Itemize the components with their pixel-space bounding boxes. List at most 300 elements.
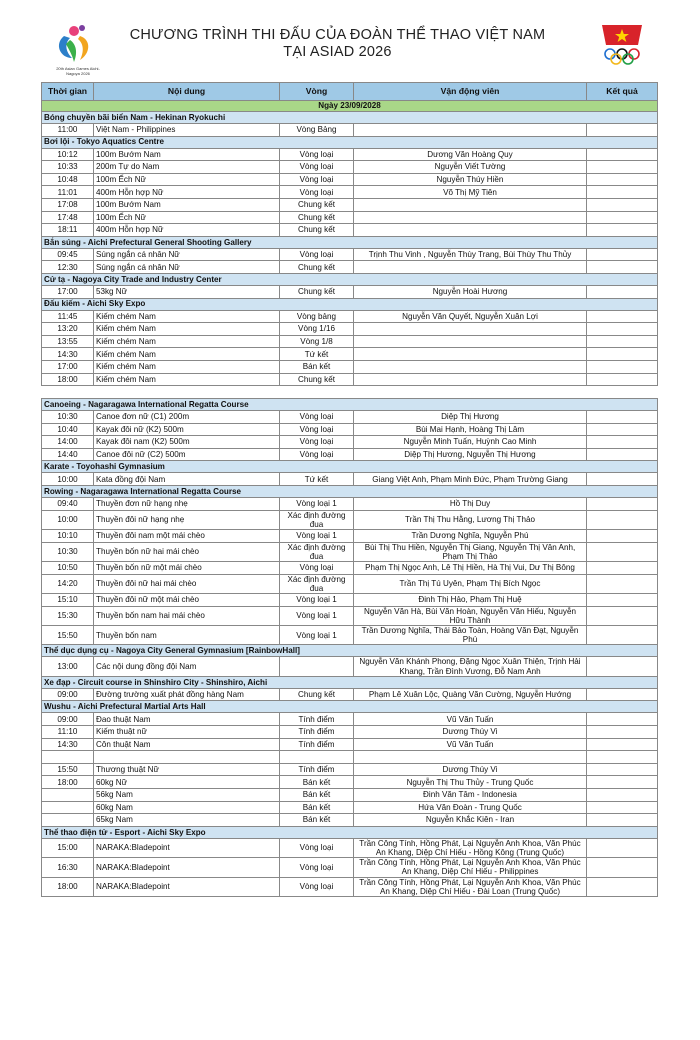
athletes-cell — [354, 751, 587, 764]
round-cell: Chung kết — [280, 211, 354, 224]
time-cell: 17:08 — [42, 198, 94, 211]
result-cell — [587, 657, 658, 676]
sport-section-title: Rowing - Nagaragawa International Regatta Course — [42, 486, 658, 498]
asian-games-logo — [52, 22, 102, 80]
athletes-cell: Nguyễn Văn Hà, Bùi Văn Hoàn, Nguyễn Văn Hiếu, Nguyễn Hữu Thành — [354, 606, 587, 625]
date-label: Ngày 23/09/2028 — [42, 101, 658, 112]
athletes-cell: Diệp Thị Hương — [354, 411, 587, 424]
event-cell: Thuyền đơn nữ hạng nhẹ — [94, 498, 280, 511]
result-cell — [587, 498, 658, 511]
event-cell: Kiếm chém Nam — [94, 310, 280, 323]
event-cell: 100m Ếch Nữ — [94, 173, 280, 186]
event-cell: Súng ngắn cá nhân Nữ — [94, 261, 280, 274]
time-cell — [42, 814, 94, 827]
result-cell — [587, 173, 658, 186]
sport-section-title: Canoeing - Nagaragawa International Regatta Course — [42, 399, 658, 411]
asian-games-logo-caption: 20th Asian Games Aichi-Nagoya 2026 — [56, 66, 100, 76]
event-cell: Thuyền bốn nữ hai mái chèo — [94, 542, 280, 561]
result-cell — [587, 814, 658, 827]
result-cell — [587, 285, 658, 298]
time-cell: 09:45 — [42, 248, 94, 261]
event-cell: 100m Bướm Nam — [94, 198, 280, 211]
athletes-cell: Dương Văn Hoàng Quy — [354, 148, 587, 161]
table-row — [42, 473, 658, 486]
sport-section-title: Xe đạp - Circuit course in Shinshiro City - Shinshiro, Aichi — [42, 676, 658, 688]
column-header-athletes: Vận động viên — [354, 83, 587, 101]
sport-section-title: Cử tạ - Nagoya City Trade and Industry Center — [42, 273, 658, 285]
round-cell: Tính điểm — [280, 763, 354, 776]
athletes-cell: Đinh Văn Tâm - Indonesia — [354, 789, 587, 802]
round-cell: Bán kết — [280, 814, 354, 827]
round-cell: Vòng 1/16 — [280, 323, 354, 336]
result-cell — [587, 448, 658, 461]
time-cell: 13:55 — [42, 335, 94, 348]
time-cell: 15:50 — [42, 626, 94, 645]
round-cell: Chung kết — [280, 224, 354, 237]
athletes-cell: Trần Công Tính, Hồng Phát, Lại Nguyễn Anh Khoa, Văn Phúc An Khang, Diệp Chí Hiếu - Hồng Kông (Trung Quốc) — [354, 838, 587, 857]
table-row — [42, 360, 658, 373]
event-cell: 100m Bướm Nam — [94, 148, 280, 161]
table-row — [42, 498, 658, 511]
event-cell: NARAKA:Bladepoint — [94, 838, 280, 857]
table-row — [42, 348, 658, 361]
result-cell — [587, 751, 658, 764]
sport-section-title: Thể dục dụng cụ - Nagoya City General Gymnasium [RainbowHall] — [42, 645, 658, 657]
schedule-body — [42, 101, 658, 897]
time-cell: 10:48 — [42, 173, 94, 186]
time-cell: 11:01 — [42, 186, 94, 199]
spacer-cell — [42, 386, 658, 399]
round-cell: Chung kết — [280, 373, 354, 386]
table-header-row — [42, 83, 658, 101]
round-cell: Bán kết — [280, 360, 354, 373]
event-cell: Kata đồng đội Nam — [94, 473, 280, 486]
table-row — [42, 838, 658, 857]
schedule-table — [41, 82, 658, 897]
time-cell: 11:10 — [42, 726, 94, 739]
event-cell: Đường trường xuất phát đồng hàng Nam — [94, 688, 280, 701]
round-cell: Xác định đường đua — [280, 574, 354, 593]
table-row — [42, 877, 658, 896]
athletes-cell: Nguyễn Thúy Hiền — [354, 173, 587, 186]
time-cell: 09:00 — [42, 688, 94, 701]
time-cell: 10:10 — [42, 530, 94, 543]
athletes-cell: Dương Thúy Vi — [354, 763, 587, 776]
event-cell: Thuyền đôi nữ hạng nhẹ — [94, 510, 280, 529]
sport-section-header — [42, 486, 658, 498]
result-cell — [587, 738, 658, 751]
table-row — [42, 763, 658, 776]
event-cell: NARAKA:Bladepoint — [94, 858, 280, 877]
result-cell — [587, 186, 658, 199]
sport-section-title: Đấu kiếm - Aichi Sky Expo — [42, 298, 658, 310]
section-spacer — [42, 386, 658, 399]
event-cell: 56kg Nam — [94, 789, 280, 802]
event-cell: NARAKA:Bladepoint — [94, 877, 280, 896]
sport-section-title: Bơi lội - Tokyo Aquatics Centre — [42, 136, 658, 148]
table-row — [42, 738, 658, 751]
sport-section-header — [42, 645, 658, 657]
table-row — [42, 186, 658, 199]
athletes-cell — [354, 211, 587, 224]
event-cell: Kiếm chém Nam — [94, 323, 280, 336]
time-cell: 15:00 — [42, 838, 94, 857]
time-cell: 10:40 — [42, 423, 94, 436]
time-cell: 15:30 — [42, 606, 94, 625]
time-cell: 09:00 — [42, 713, 94, 726]
time-cell — [42, 751, 94, 764]
table-row — [42, 713, 658, 726]
athletes-cell: Trần Dương Nghĩa, Thái Bảo Toàn, Hoàng Văn Đạt, Nguyễn Phú — [354, 626, 587, 645]
athletes-cell: Nguyễn Văn Quyết, Nguyễn Xuân Lợi — [354, 310, 587, 323]
result-cell — [587, 789, 658, 802]
time-cell: 11:45 — [42, 310, 94, 323]
athletes-cell: Trịnh Thu Vinh , Nguyễn Thùy Trang, Bùi Thùy Thu Thủy — [354, 248, 587, 261]
round-cell: Vòng loại — [280, 423, 354, 436]
athletes-cell: Trần Thị Thu Hằng, Lương Thị Thảo — [354, 510, 587, 529]
result-cell — [587, 348, 658, 361]
result-cell — [587, 360, 658, 373]
round-cell: Bán kết — [280, 776, 354, 789]
event-cell: Thuyền đôi nữ một mái chèo — [94, 594, 280, 607]
time-cell: 14:30 — [42, 738, 94, 751]
table-row — [42, 411, 658, 424]
time-cell — [42, 789, 94, 802]
result-cell — [587, 726, 658, 739]
athletes-cell: Vũ Văn Tuấn — [354, 713, 587, 726]
event-cell: Thuyền đôi nữ hai mái chèo — [94, 574, 280, 593]
result-cell — [587, 542, 658, 561]
sport-section-title: Wushu - Aichi Prefectural Martial Arts Hall — [42, 701, 658, 713]
result-cell — [587, 310, 658, 323]
athletes-cell: Nguyễn Thị Thu Thủy - Trung Quốc — [354, 776, 587, 789]
event-cell: Thuyền bốn nam hai mái chèo — [94, 606, 280, 625]
table-row — [42, 211, 658, 224]
result-cell — [587, 473, 658, 486]
time-cell: 10:50 — [42, 562, 94, 575]
sport-section-title: Bắn súng - Aichi Prefectural General Shooting Gallery — [42, 236, 658, 248]
table-row — [42, 751, 658, 764]
sport-section-header — [42, 298, 658, 310]
event-cell: 400m Hỗn hợp Nữ — [94, 224, 280, 237]
result-cell — [587, 161, 658, 174]
time-cell: 14:00 — [42, 436, 94, 449]
event-cell: 65kg Nam — [94, 814, 280, 827]
athletes-cell — [354, 124, 587, 137]
athletes-cell — [354, 335, 587, 348]
event-cell: Kiếm chém Nam — [94, 373, 280, 386]
round-cell: Bán kết — [280, 801, 354, 814]
column-header-round: Vòng — [280, 83, 354, 101]
event-cell: Thuyền bốn nam — [94, 626, 280, 645]
result-cell — [587, 148, 658, 161]
page-title — [100, 27, 575, 61]
table-row — [42, 285, 658, 298]
athletes-cell: Vũ Văn Tuấn — [354, 738, 587, 751]
round-cell: Vòng loại 1 — [280, 594, 354, 607]
athletes-cell: Giang Việt Anh, Phạm Minh Đức, Phạm Trường Giang — [354, 473, 587, 486]
athletes-cell: Nguyễn Viết Tường — [354, 161, 587, 174]
round-cell: Vòng loại — [280, 562, 354, 575]
athletes-cell: Phạm Thị Ngọc Anh, Lê Thị Hiền, Hà Thị Vui, Dư Thị Bông — [354, 562, 587, 575]
round-cell: Vòng loại — [280, 411, 354, 424]
time-cell: 14:30 — [42, 348, 94, 361]
round-cell: Chung kết — [280, 261, 354, 274]
athletes-cell — [354, 348, 587, 361]
round-cell: Vòng loại — [280, 186, 354, 199]
athletes-cell: Nguyễn Văn Khánh Phong, Đặng Ngọc Xuân Thiện, Trịnh Hải Khang, Trần Đình Vương, Đỗ Nam Anh — [354, 657, 587, 676]
time-cell: 10:30 — [42, 542, 94, 561]
round-cell: Bán kết — [280, 789, 354, 802]
table-row — [42, 148, 658, 161]
table-row — [42, 436, 658, 449]
athletes-cell: Trần Công Tính, Hồng Phát, Lại Nguyễn Anh Khoa, Văn Phúc An Khang, Diệp Chí Hiếu - Đài Loan (Trung Quốc) — [354, 877, 587, 896]
result-cell — [587, 877, 658, 896]
time-cell: 14:20 — [42, 574, 94, 593]
date-row — [42, 101, 658, 112]
table-row — [42, 510, 658, 529]
athletes-cell — [354, 224, 587, 237]
round-cell: Xác định đường đua — [280, 542, 354, 561]
sport-section-header — [42, 676, 658, 688]
sport-section-header — [42, 701, 658, 713]
column-header-event: Nội dung — [94, 83, 280, 101]
page-title-line1: CHƯƠNG TRÌNH THI ĐẤU CỦA ĐOÀN THỂ THAO VIỆT NAM — [129, 27, 546, 43]
time-cell: 18:00 — [42, 877, 94, 896]
time-cell: 15:50 — [42, 763, 94, 776]
time-cell: 14:40 — [42, 448, 94, 461]
round-cell: Vòng loại — [280, 436, 354, 449]
sport-section-header — [42, 273, 658, 285]
result-cell — [587, 594, 658, 607]
table-row — [42, 726, 658, 739]
athletes-cell: Trần Công Tính, Hồng Phát, Lại Nguyễn Anh Khoa, Văn Phúc An Khang, Diệp Chí Hiếu - Philippines — [354, 858, 587, 877]
result-cell — [587, 763, 658, 776]
table-row — [42, 161, 658, 174]
time-cell: 18:00 — [42, 373, 94, 386]
round-cell: Vòng loại — [280, 148, 354, 161]
result-cell — [587, 335, 658, 348]
result-cell — [587, 626, 658, 645]
result-cell — [587, 776, 658, 789]
round-cell: Xác định đường đua — [280, 510, 354, 529]
table-row — [42, 124, 658, 137]
sport-section-title: Thể thao điện tử - Esport - Aichi Sky Expo — [42, 826, 658, 838]
result-cell — [587, 574, 658, 593]
round-cell: Vòng loại 1 — [280, 626, 354, 645]
time-cell: 17:48 — [42, 211, 94, 224]
result-cell — [587, 261, 658, 274]
athletes-cell: Hồ Thị Duy — [354, 498, 587, 511]
round-cell: Tứ kết — [280, 473, 354, 486]
time-cell: 12:30 — [42, 261, 94, 274]
result-cell — [587, 411, 658, 424]
event-cell: Thuyền đôi nam một mái chèo — [94, 530, 280, 543]
sport-section-header — [42, 236, 658, 248]
time-cell: 10:30 — [42, 411, 94, 424]
round-cell: Chung kết — [280, 198, 354, 211]
event-cell — [94, 751, 280, 764]
event-cell: Kayak đôi nam (K2) 500m — [94, 436, 280, 449]
result-cell — [587, 224, 658, 237]
table-row — [42, 688, 658, 701]
table-row — [42, 801, 658, 814]
table-row — [42, 323, 658, 336]
result-cell — [587, 248, 658, 261]
result-cell — [587, 436, 658, 449]
event-cell: Các nội dung đồng đội Nam — [94, 657, 280, 676]
table-row — [42, 373, 658, 386]
event-cell: Kiếm chém Nam — [94, 360, 280, 373]
event-cell: 60kg Nam — [94, 801, 280, 814]
result-cell — [587, 530, 658, 543]
result-cell — [587, 838, 658, 857]
time-cell: 10:00 — [42, 510, 94, 529]
time-cell: 13:00 — [42, 657, 94, 676]
time-cell: 10:00 — [42, 473, 94, 486]
round-cell: Vòng 1/8 — [280, 335, 354, 348]
event-cell: Việt Nam - Philippines — [94, 124, 280, 137]
event-cell: Súng ngắn cá nhân Nữ — [94, 248, 280, 261]
event-cell: Kiếm thuật nữ — [94, 726, 280, 739]
round-cell: Vòng loại — [280, 858, 354, 877]
round-cell: Vòng loại — [280, 838, 354, 857]
sport-section-header — [42, 399, 658, 411]
result-cell — [587, 423, 658, 436]
olympic-committee-logo — [598, 23, 650, 71]
athletes-cell: Nguyễn Khắc Kiên - Iran — [354, 814, 587, 827]
round-cell — [280, 657, 354, 676]
athletes-cell — [354, 198, 587, 211]
round-cell: Vòng loại — [280, 248, 354, 261]
athletes-cell: Nguyễn Minh Tuấn, Huỳnh Cao Minh — [354, 436, 587, 449]
event-cell: Kayak đôi nữ (K2) 500m — [94, 423, 280, 436]
table-row — [42, 224, 658, 237]
time-cell: 18:00 — [42, 776, 94, 789]
round-cell: Vòng loại — [280, 161, 354, 174]
sport-section-header — [42, 461, 658, 473]
round-cell: Vòng Bảng — [280, 124, 354, 137]
round-cell: Chung kết — [280, 285, 354, 298]
round-cell — [280, 751, 354, 764]
result-cell — [587, 713, 658, 726]
event-cell: 200m Tự do Nam — [94, 161, 280, 174]
athletes-cell: Đinh Thị Hảo, Phạm Thị Huệ — [354, 594, 587, 607]
result-cell — [587, 510, 658, 529]
result-cell — [587, 323, 658, 336]
table-row — [42, 814, 658, 827]
asian-games-emblem-icon — [52, 22, 102, 66]
time-cell: 17:00 — [42, 360, 94, 373]
event-cell: Thuyền bốn nữ một mái chèo — [94, 562, 280, 575]
athletes-cell — [354, 360, 587, 373]
table-row — [42, 562, 658, 575]
athletes-cell: Trần Thị Tú Uyên, Phạm Thị Bích Ngọc — [354, 574, 587, 593]
sport-section-header — [42, 136, 658, 148]
table-row — [42, 310, 658, 323]
round-cell: Tứ kết — [280, 348, 354, 361]
time-cell: 10:12 — [42, 148, 94, 161]
event-cell: Đao thuật Nam — [94, 713, 280, 726]
table-row — [42, 261, 658, 274]
vietnam-olympic-flag-icon — [598, 23, 650, 71]
time-cell: 15:10 — [42, 594, 94, 607]
sport-section-header — [42, 826, 658, 838]
result-cell — [587, 606, 658, 625]
table-row — [42, 789, 658, 802]
table-row — [42, 248, 658, 261]
result-cell — [587, 124, 658, 137]
event-cell: Thương thuật Nữ — [94, 763, 280, 776]
athletes-cell: Hứa Văn Đoàn - Trung Quốc — [354, 801, 587, 814]
result-cell — [587, 858, 658, 877]
table-row — [42, 530, 658, 543]
result-cell — [587, 211, 658, 224]
event-cell: 400m Hỗn hợp Nữ — [94, 186, 280, 199]
table-row — [42, 657, 658, 676]
time-cell: 13:20 — [42, 323, 94, 336]
athletes-cell: Phạm Lê Xuân Lộc, Quàng Văn Cường, Nguyễn Hướng — [354, 688, 587, 701]
time-cell: 10:33 — [42, 161, 94, 174]
page-header — [0, 0, 700, 82]
table-row — [42, 606, 658, 625]
time-cell: 16:30 — [42, 858, 94, 877]
result-cell — [587, 198, 658, 211]
table-row — [42, 776, 658, 789]
round-cell: Vòng loại 1 — [280, 606, 354, 625]
table-row — [42, 594, 658, 607]
event-cell: Côn thuật Nam — [94, 738, 280, 751]
athletes-cell: Bùi Thị Thu Hiền, Nguyễn Thị Giang, Nguyễn Thị Vân Anh, Phạm Thị Thảo — [354, 542, 587, 561]
round-cell: Tính điểm — [280, 726, 354, 739]
round-cell: Vòng bảng — [280, 310, 354, 323]
round-cell: Vòng loại 1 — [280, 530, 354, 543]
round-cell: Vòng loại — [280, 448, 354, 461]
page-title-line2: TẠI ASIAD 2026 — [283, 44, 392, 60]
round-cell: Tính điểm — [280, 713, 354, 726]
event-cell: Canoe đôi nữ (C2) 500m — [94, 448, 280, 461]
athletes-cell: Dương Thúy Vi — [354, 726, 587, 739]
event-cell: Canoe đơn nữ (C1) 200m — [94, 411, 280, 424]
table-row — [42, 335, 658, 348]
table-row — [42, 626, 658, 645]
round-cell: Vòng loại — [280, 173, 354, 186]
result-cell — [587, 562, 658, 575]
result-cell — [587, 688, 658, 701]
athletes-cell — [354, 323, 587, 336]
table-row — [42, 542, 658, 561]
result-cell — [587, 801, 658, 814]
column-header-time: Thời gian — [42, 83, 94, 101]
event-cell: 53kg Nữ — [94, 285, 280, 298]
table-row — [42, 858, 658, 877]
result-cell — [587, 373, 658, 386]
round-cell: Vòng loại — [280, 877, 354, 896]
round-cell: Chung kết — [280, 688, 354, 701]
round-cell: Vòng loại 1 — [280, 498, 354, 511]
event-cell: 60kg Nữ — [94, 776, 280, 789]
athletes-cell: Nguyễn Hoài Hương — [354, 285, 587, 298]
athletes-cell: Võ Thị Mỹ Tiên — [354, 186, 587, 199]
athletes-cell: Diệp Thị Hương, Nguyễn Thị Hương — [354, 448, 587, 461]
athletes-cell — [354, 373, 587, 386]
table-row — [42, 423, 658, 436]
time-cell: 17:00 — [42, 285, 94, 298]
athletes-cell: Bùi Mai Hạnh, Hoàng Thị Lâm — [354, 423, 587, 436]
sport-section-header — [42, 112, 658, 124]
table-row — [42, 448, 658, 461]
event-cell: Kiếm chém Nam — [94, 348, 280, 361]
